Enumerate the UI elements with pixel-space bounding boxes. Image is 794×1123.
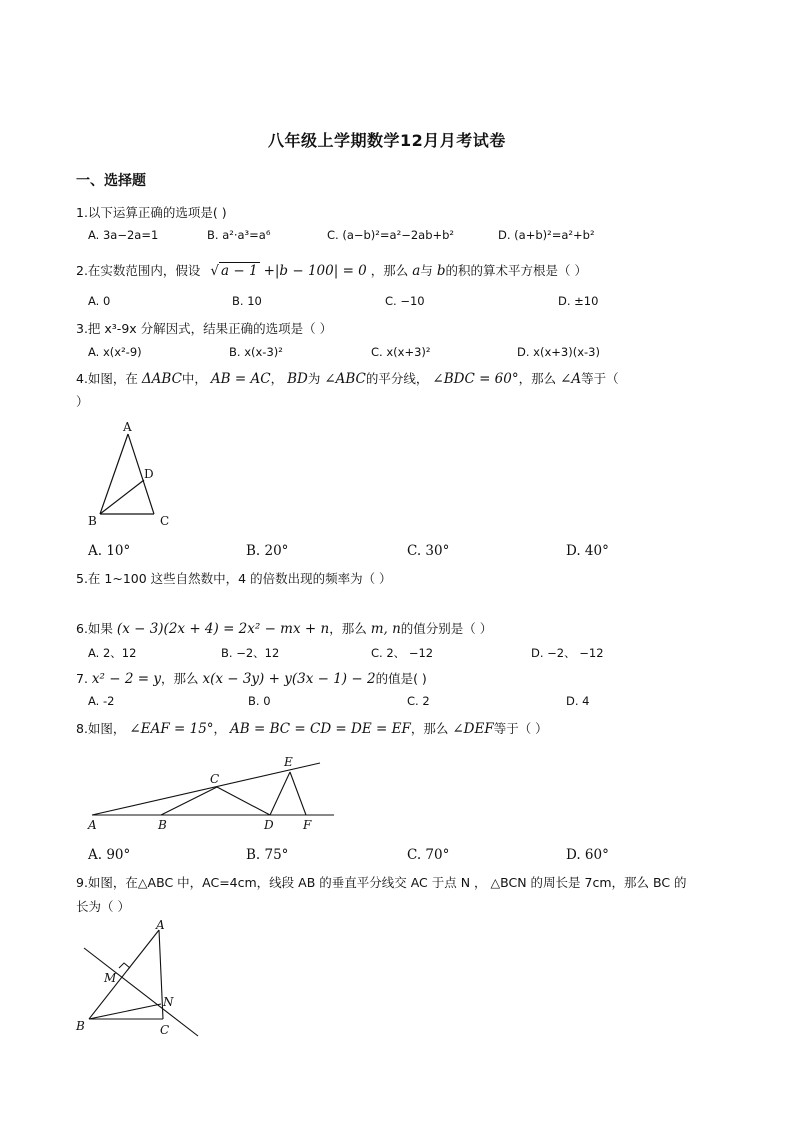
q7-mid: ，那么 xyxy=(160,671,199,686)
q4-label-a: A xyxy=(123,420,132,434)
q7-option-a: A. -2 xyxy=(88,694,115,708)
q4-option-b: B. 20° xyxy=(246,543,289,559)
q4-triangle: ΔABC xyxy=(141,371,182,387)
q4-text-4: 的平分线， xyxy=(365,371,429,386)
q6-option-a: A. 2、12 xyxy=(88,646,137,660)
q2-var-b: b xyxy=(436,263,446,279)
q8-angle-def: ∠DEF xyxy=(452,721,494,737)
question-1-stem: 1.以下运算正确的选项是( ) xyxy=(76,205,227,220)
q2-expression-rest: +|b − 100| = 0 xyxy=(263,263,367,279)
q9-label-m: M xyxy=(104,971,117,985)
question-9-stem-line-1: 9.如图，在△ABC 中，AC=4cm，线段 AB 的垂直平分线交 AC 于点 N ， △BCN 的周长是 7cm，那么 BC 的 xyxy=(76,875,687,890)
q3-option-c: C. x(x+3)² xyxy=(371,345,431,359)
q9-label-a: A xyxy=(156,918,165,932)
q9-side-ab xyxy=(89,930,159,1019)
q9-triangle-figure xyxy=(72,918,212,1040)
q8-text-2: ，那么 xyxy=(410,721,449,736)
q3-option-b: B. x(x-3)² xyxy=(229,345,283,359)
q8-label-a: A xyxy=(88,818,97,832)
q9-label-b: B xyxy=(76,1019,85,1033)
q4-side-ab xyxy=(100,434,128,514)
q8-prefix: 8.如图， xyxy=(76,721,126,736)
q2-and: 与 xyxy=(420,263,433,278)
q4-option-d: D. 40° xyxy=(566,543,609,559)
q8-label-b: B xyxy=(158,818,167,832)
q8-label-d: D xyxy=(264,818,274,832)
q2-option-b: B. 10 xyxy=(232,294,262,308)
q6-vars: m, n xyxy=(370,621,401,637)
q7-expression: x(x − 3y) + y(3x − 1) − 2 xyxy=(202,671,376,687)
q4-segment-bd: BD xyxy=(287,371,308,387)
page-title: 八年级上学期数学12月月考试卷 xyxy=(268,131,506,150)
q2-option-a: A. 0 xyxy=(88,294,111,308)
q8-label-c: C xyxy=(210,772,220,786)
q8-option-c: C. 70° xyxy=(407,847,450,863)
q4-angle-bdc: ∠BDC = 60° xyxy=(432,371,519,387)
q7-option-b: B. 0 xyxy=(248,694,271,708)
q4-option-c: C. 30° xyxy=(407,543,450,559)
q2-sqrt-symbol: √ xyxy=(210,263,220,279)
question-5-stem: 5.在 1~100 这些自然数中，4 的倍数出现的频率为（ ） xyxy=(76,571,392,586)
q8-segment-cd xyxy=(217,787,270,815)
q4-label-c: C xyxy=(160,514,170,528)
question-7-stem xyxy=(76,669,427,687)
q9-right-angle-mark xyxy=(119,963,130,968)
q2-sqrt-expression: a − 1 xyxy=(221,263,258,279)
q4-text-2: ， xyxy=(270,371,284,386)
q8-text-1: ， xyxy=(213,721,227,736)
q4-segment-bd-line xyxy=(100,480,144,514)
q4-text-5: ，那么 xyxy=(518,371,557,386)
q2-var-a: a xyxy=(412,263,421,279)
q8-option-a: A. 90° xyxy=(88,847,131,863)
q4-label-b: B xyxy=(88,514,97,528)
q4-angle-abc: ∠ABC xyxy=(324,371,366,387)
q7-prefix: 7. xyxy=(76,671,88,686)
q3-option-a: A. x(x²-9) xyxy=(88,345,142,359)
q1-option-b: B. a²·a³=a⁶ xyxy=(207,228,271,242)
q4-text-3: 为 xyxy=(307,371,321,386)
q8-ray-ae xyxy=(92,763,320,815)
q8-option-d: D. 60° xyxy=(566,847,609,863)
q6-option-c: C. 2、 −12 xyxy=(371,646,434,660)
question-4-stem xyxy=(76,369,619,387)
q9-perpendicular-bisector xyxy=(84,948,198,1036)
q7-option-c: C. 2 xyxy=(407,694,430,708)
q7-given: x² − 2 = y xyxy=(91,671,161,687)
q1-option-a: A. 3a−2a=1 xyxy=(88,228,159,242)
q4-equal-sides: AB = AC xyxy=(210,371,271,387)
q2-prefix: 2.在实数范围内，假设 xyxy=(76,263,201,278)
q8-angle-figure xyxy=(84,752,340,834)
q4-label-d: D xyxy=(144,467,154,481)
q4-prefix: 4.如图，在 xyxy=(76,371,138,386)
q8-label-f: F xyxy=(303,818,312,832)
q6-option-d: D. −2、 −12 xyxy=(531,646,604,660)
q8-option-b: B. 75° xyxy=(246,847,289,863)
q4-angle-a: ∠A xyxy=(560,371,582,387)
q8-segment-bc xyxy=(161,787,217,815)
q8-text-3: 等于（ ） xyxy=(493,721,548,736)
q9-label-n: N xyxy=(163,995,174,1009)
q7-option-d: D. 4 xyxy=(566,694,590,708)
q2-suffix: 的积的算术平方根是（ ） xyxy=(445,263,587,278)
q6-suffix: 的值分别是（ ） xyxy=(400,621,493,636)
section-heading: 一、选择题 xyxy=(76,173,146,189)
q2-option-d: D. ±10 xyxy=(558,294,599,308)
q4-text-6: 等于（ xyxy=(581,371,619,386)
question-2-stem xyxy=(76,261,587,279)
question-6-stem xyxy=(76,619,492,637)
q1-option-c: C. (a−b)²=a²−2ab+b² xyxy=(327,228,455,242)
question-3-stem: 3.把 x³-9x 分解因式，结果正确的选项是（ ） xyxy=(76,321,333,336)
q3-option-d: D. x(x+3)(x-3) xyxy=(517,345,600,359)
q4-text-1: 中， xyxy=(181,371,207,386)
q6-option-b: B. −2、12 xyxy=(221,646,280,660)
question-8-stem xyxy=(76,719,548,737)
q8-equal-segments: AB = BC = CD = DE = EF xyxy=(230,721,411,737)
q9-segment-bn xyxy=(89,1004,161,1019)
q4-option-a: A. 10° xyxy=(88,543,131,559)
q2-option-c: C. −10 xyxy=(385,294,425,308)
q9-label-c: C xyxy=(160,1023,170,1037)
q6-prefix: 6.如果 xyxy=(76,621,113,636)
q6-expression: (x − 3)(2x + 4) = 2x² − mx + n xyxy=(116,621,330,637)
q8-label-e: E xyxy=(284,755,293,769)
q4-triangle-figure xyxy=(80,418,190,533)
question-9-stem-line-2: 长为（ ） xyxy=(76,899,130,914)
q6-mid: ，那么 xyxy=(329,621,367,636)
q7-suffix: 的值是( ) xyxy=(375,671,427,686)
q8-segment-ef xyxy=(290,772,306,815)
q8-segment-de xyxy=(270,772,290,815)
q4-close-paren: ） xyxy=(76,394,89,409)
q2-mid: ，那么 xyxy=(370,263,409,278)
q1-option-d: D. (a+b)²=a²+b² xyxy=(498,228,595,242)
q8-angle-eaf: ∠EAF = 15° xyxy=(129,721,214,737)
